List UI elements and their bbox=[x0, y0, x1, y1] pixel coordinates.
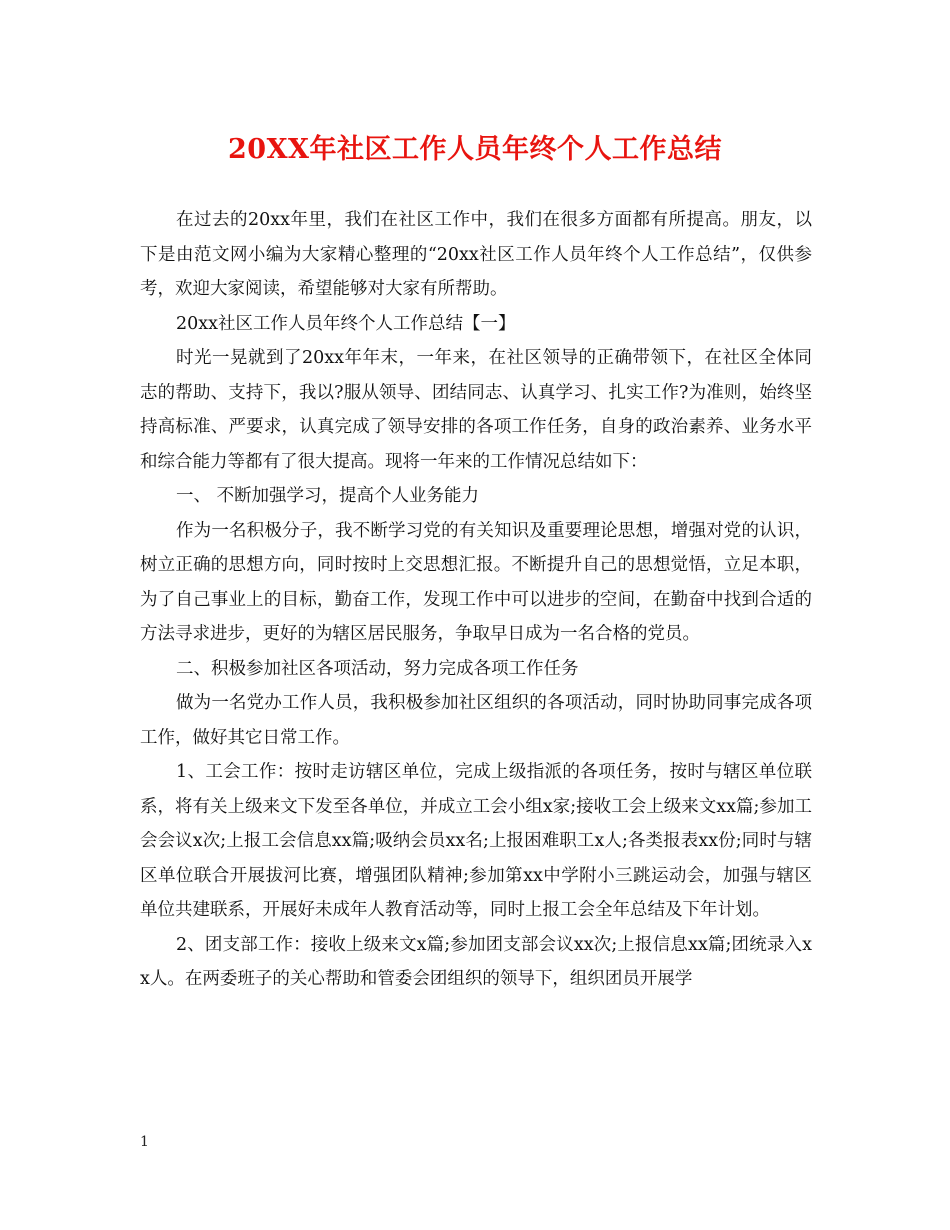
paragraph-union-work: 1、工会工作：按时走访辖区单位，完成上级指派的各项任务，按时与辖区单位联系，将有关上级来文下发至各单位，并成立工会小组x家;接收工会上级来文xx篇;参加工会会议x次;上报工会信息xx篇;吸纳会员xx名;上报困难职工x人;各类报表xx份;同时与辖区单位联合开展拔河比赛，增强团队精神;参加第xx中学附小三跳运动会，加强与辖区单位共建联系，开展好未成年人教育活动等，同时上报工会全年总结及下年计划。 bbox=[140, 762, 812, 920]
paragraph-activities: 做为一名党办工作人员，我积极参加社区组织的各项活动，同时协助同事完成各项工作，做好其它日常工作。 bbox=[140, 693, 812, 748]
paragraph-study: 作为一名积极分子，我不断学习党的有关知识及重要理论思想，增强对党的认识，树立正确的思想方向，同时按时上交思想汇报。不断提升自己的思想觉悟，立足本职，为了自己事业上的目标，勤奋工作，发现工作中可以进步的空间，在勤奋中找到合适的方法寻求进步，更好的为辖区居民服务，争取早日成为一名合格的党员。 bbox=[140, 520, 812, 644]
paragraph-overview: 时光一晃就到了20xx年年末，一年来，在社区领导的正确带领下，在社区全体同志的帮助、支持下，我以?服从领导、团结同志、认真学习、扎实工作?为准则，始终坚持高标准、严要求，认真完成了领导安排的各项工作任务，自身的政治素养、业务水平和综合能力等都有了很大提高。现将一年来的工作情况总结如下： bbox=[140, 348, 812, 472]
document-title: 20XX年社区工作人员年终个人工作总结 bbox=[228, 134, 722, 165]
document-body bbox=[140, 203, 812, 997]
page-number: 1 bbox=[140, 1134, 149, 1150]
paragraph-youth-league-work: 2、团支部工作：接收上级来文x篇;参加团支部会议xx次;上报信息xx篇;团统录入xx人。在两委班子的关心帮助和管委会团组织的领导下，组织团员开展学 bbox=[140, 934, 812, 989]
paragraph-heading-one: 一、 不断加强学习，提高个人业务能力 bbox=[176, 486, 480, 506]
paragraph-section-heading: 20xx社区工作人员年终个人工作总结【一】 bbox=[176, 313, 516, 334]
paragraph-intro: 在过去的20xx年里，我们在社区工作中，我们在很多方面都有所提高。朋友，以下是由范文网小编为大家精心整理的“20xx社区工作人员年终个人工作总结”，仅供参考，欢迎大家阅读，希望能够对大家有所帮助。 bbox=[140, 210, 812, 299]
paragraph-heading-two: 二、积极参加社区各项活动，努力完成各项工作任务 bbox=[176, 658, 579, 679]
